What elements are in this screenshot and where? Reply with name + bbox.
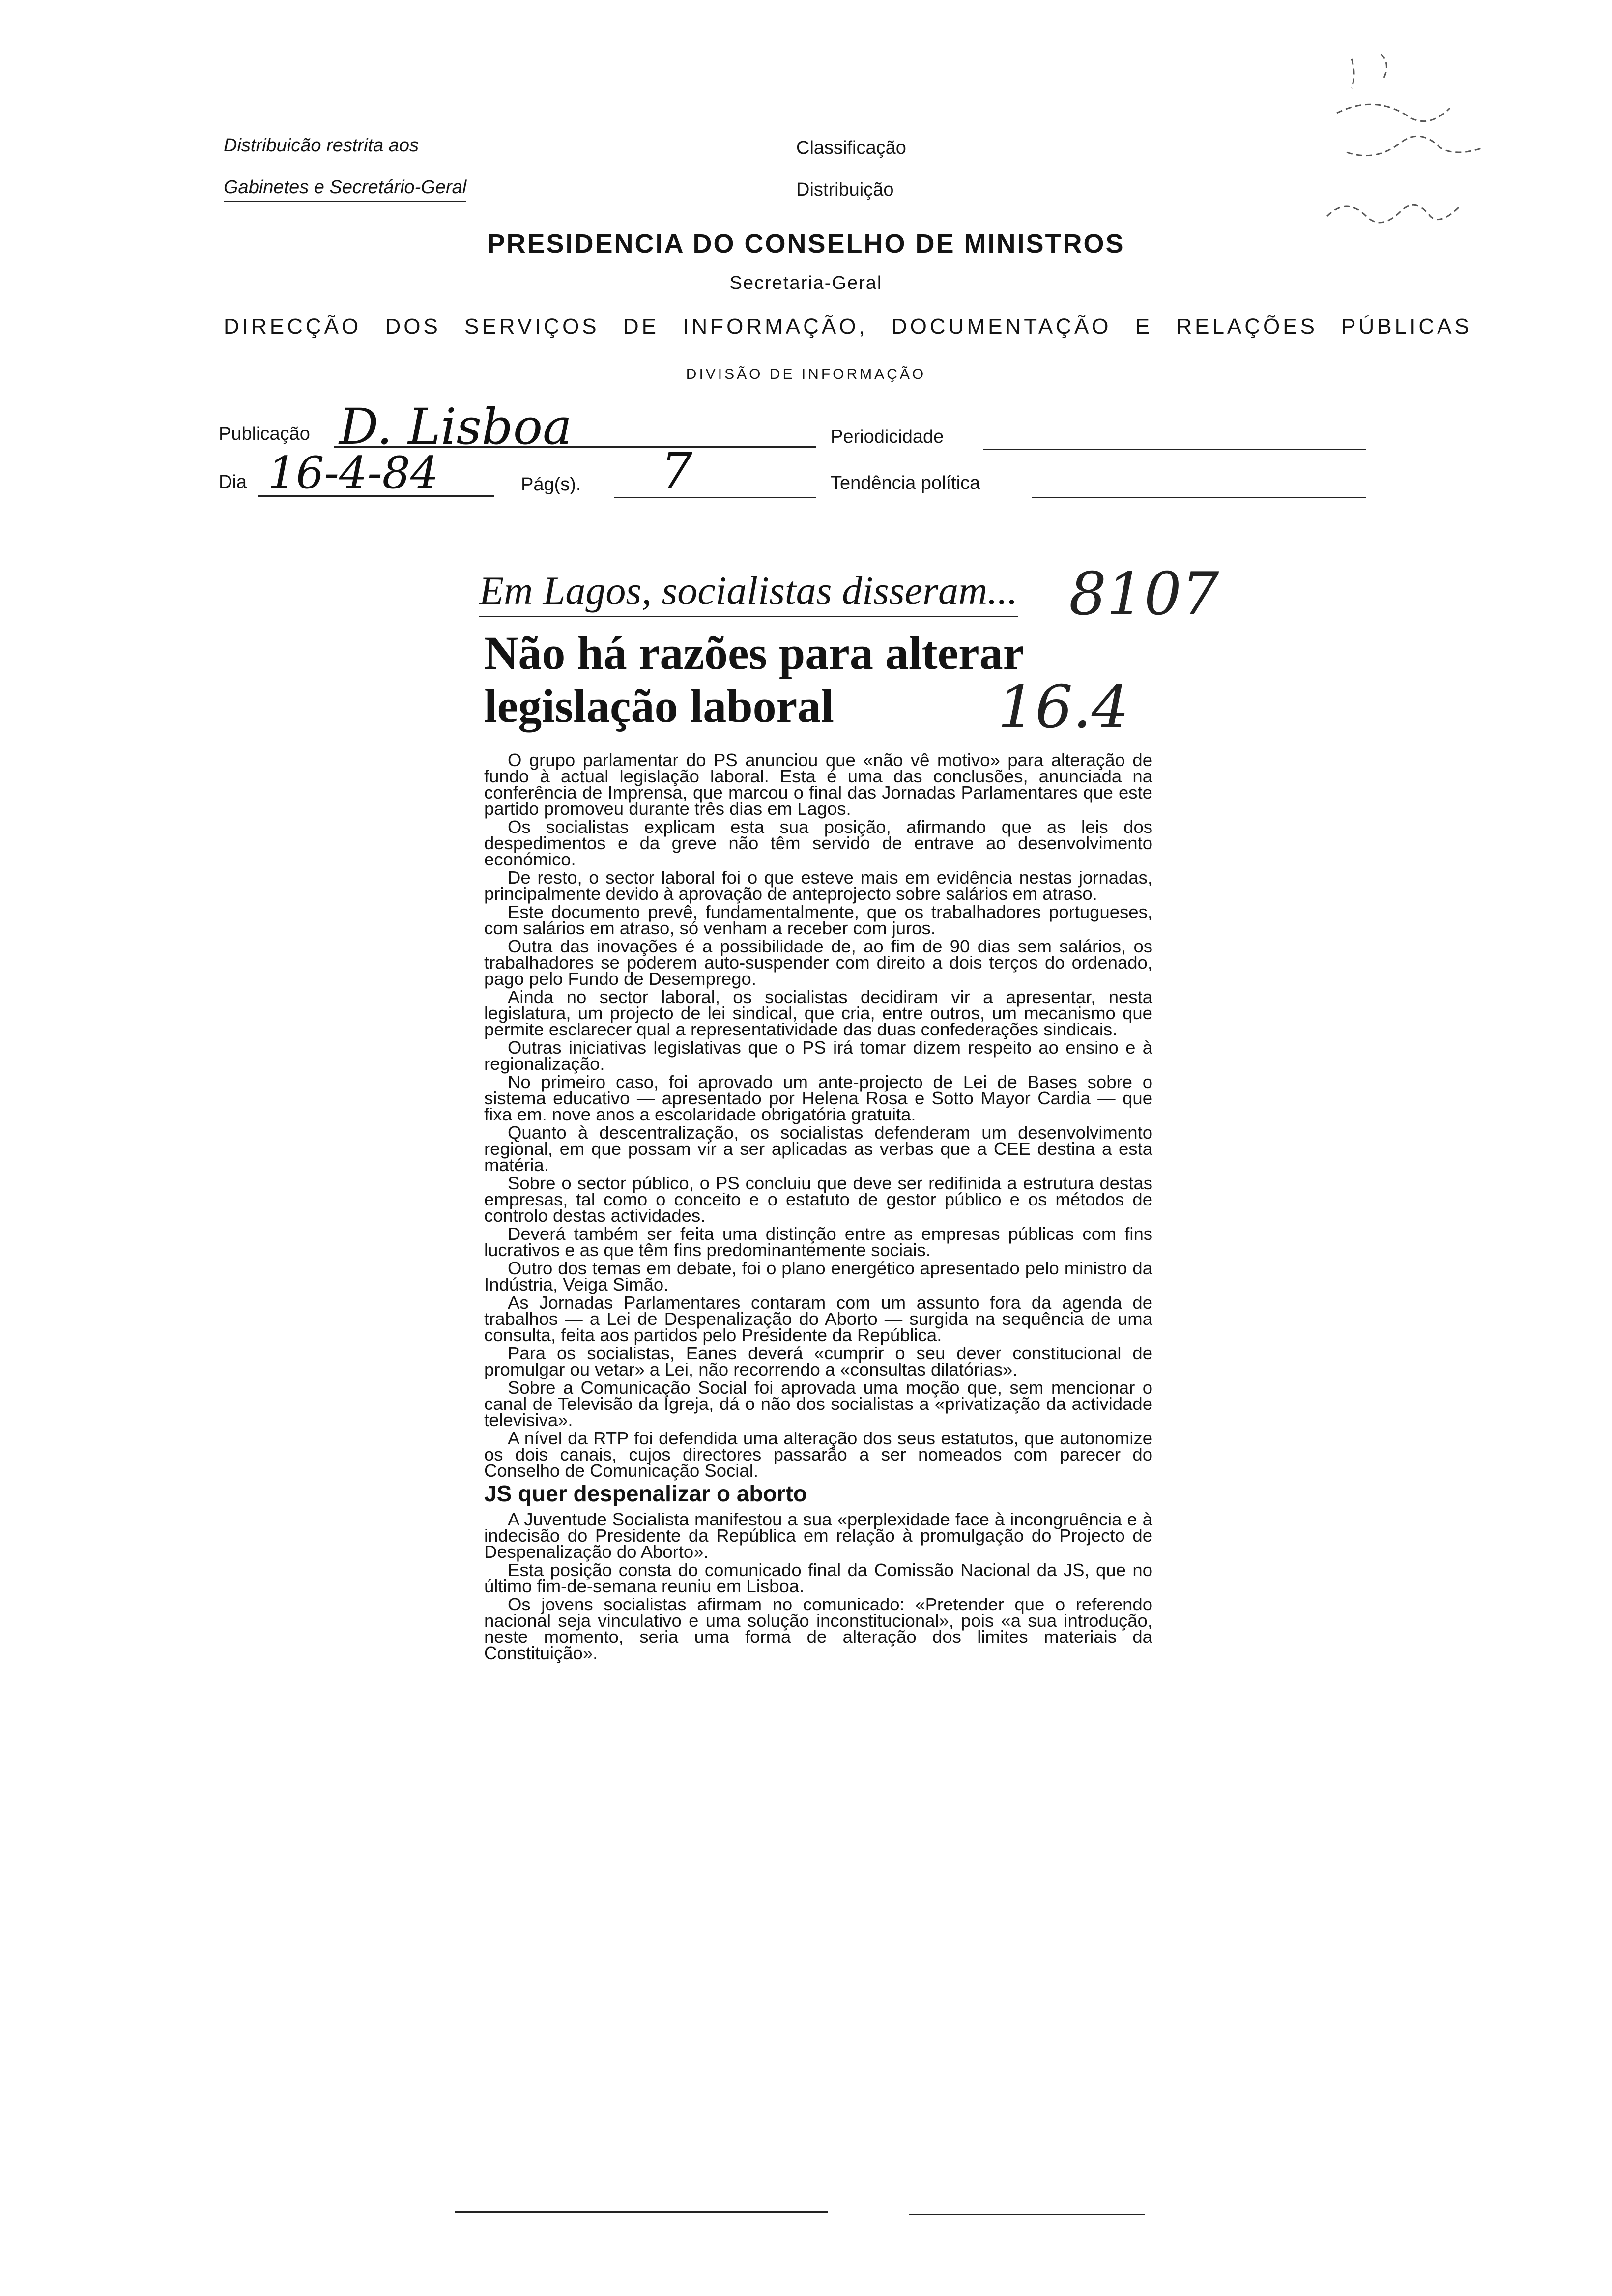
- dia-label: Dia: [219, 472, 247, 492]
- tendencia-line: [1032, 495, 1366, 498]
- paragraph: Outro dos temas em debate, foi o plano energético apresentado pelo ministro da Indústria, Veiga Simão.: [484, 1258, 1152, 1294]
- paragraph: Ainda no sector laboral, os socialistas decidiram vir a apresentar, nesta legislatura, um projecto de lei sindical, que cria, entre outros, um mecanismo que permite esclarecer qual a representatividade das duas confederações sindicais.: [484, 987, 1152, 1039]
- tendencia-label: Tendência política: [831, 473, 980, 493]
- presidency-title: PRESIDENCIA DO CONSELHO DE MINISTROS: [487, 229, 1125, 258]
- paragraph: O grupo parlamentar do PS anunciou que «não vê motivo» para alteração de fundo à actual legislação laboral. Esta é uma das conclusões, anunciada na conferência de Imprensa, que marcou o final das Jornadas Parlamentares que este partido promoveu durante três dias em Lagos.: [484, 750, 1152, 819]
- paragraph: Sobre o sector público, o PS concluiu que deve ser redifinida a estrutura destas empresas, tal como o conceito e o estatuto de gestor público e os métodos de controlo destas actividades.: [484, 1173, 1152, 1226]
- paragraph: Outras iniciativas legislativas que o PS irá tomar dizem respeito ao ensino e à regionalização.: [484, 1037, 1152, 1074]
- paragraph: Os jovens socialistas afirmam no comunicado: «Pretender que o referendo nacional seja vinculativo e uma solução inconstitucional», pois «a sua introdução, neste momento, seria uma forma de alteração dos limites materiais da Constituição».: [484, 1594, 1152, 1663]
- paragraph: Esta posição consta do comunicado final da Comissão Nacional da JS, que no último fim-de-semana reuniu em Lisboa.: [484, 1560, 1152, 1596]
- publicacao-value: D. Lisboa: [339, 398, 572, 456]
- pags-value: 7: [661, 442, 692, 500]
- paragraph: A Juventude Socialista manifestou a sua «perplexidade face à incongruência e à indecisão do Presidente da República em relação à promulgação do Projecto de Despenalização do Aborto».: [484, 1509, 1152, 1562]
- distribution-line-1: Distribuicão restrita aos: [224, 135, 419, 156]
- paragraph: A nível da RTP foi defendida uma alteração dos seus estatutos, que autonomize os dois canais, cujos directores passarão a ser nomeados com parecer do Conselho de Comunicação Social.: [484, 1428, 1152, 1481]
- reference-number: 8107: [1069, 560, 1219, 629]
- classificacao-label: Classificação: [796, 138, 906, 158]
- article-body: [484, 752, 1152, 1663]
- pags-label: Pág(s).: [521, 474, 581, 495]
- secretaria-subtitle: Secretaria-Geral: [729, 273, 883, 293]
- paragraph: As Jornadas Parlamentares contaram com um assunto fora da agenda de trabalhos — a Lei de Despenalização do Aborto — surgida na sequência de uma consulta, feita aos partidos pelo Presidente da República.: [484, 1292, 1152, 1345]
- footer-rule-right: [909, 2214, 1145, 2215]
- dia-value: 16-4-84: [268, 447, 439, 499]
- pags-line: [614, 495, 816, 498]
- reference-date: 16.4: [998, 673, 1129, 742]
- article-headline: Não há razões para alterar legislação laboral: [484, 627, 1023, 732]
- paragraph: Outra das inovações é a possibilidade de, ao fim de 90 dias sem salários, os trabalhadores se poderem auto-suspender com direito a dois terços do ordenado, pago pelo Fundo de Desemprego.: [484, 936, 1152, 989]
- footer-rule-left: [455, 2211, 828, 2213]
- paragraph: Este documento prevê, fundamentalmente, que os trabalhadores portugueses, com salários em atraso, só venham a receber com juros.: [484, 902, 1152, 938]
- publicacao-label: Publicação: [219, 424, 310, 444]
- distribuicao-label: Distribuição: [796, 179, 894, 200]
- paragraph: De resto, o sector laboral foi o que esteve mais em evidência nestas jornadas, principalmente devido à aprovação de anteprojecto sobre salários em atraso.: [484, 867, 1152, 904]
- article-subhead: JS quer despenalizar o aborto: [484, 1481, 807, 1506]
- direccao-title: DIRECÇÃO DOS SERVIÇOS DE INFORMAÇÃO, DOCUMENTAÇÃO E RELAÇÕES PÚBLICAS: [224, 315, 1472, 339]
- paragraph: Para os socialistas, Eanes deverá «cumprir o seu dever constitucional de promulgar ou vetar» a Lei, não recorrendo a «consultas dilatórias».: [484, 1343, 1152, 1379]
- paragraph: Sobre a Comunicação Social foi aprovada uma moção que, sem mencionar o canal de Televisão da Igreja, dá o não dos socialistas a «privatização da actividade televisiva».: [484, 1378, 1152, 1430]
- paragraph: Quanto à descentralização, os socialistas defenderam um desenvolvimento regional, em que possam vir a ser aplicadas as verbas que a CEE destina a esta matéria.: [484, 1122, 1152, 1175]
- periodicidade-line: [983, 447, 1366, 450]
- paragraph: No primeiro caso, foi aprovado um ante-projecto de Lei de Bases sobre o sistema educativo — apresentado por Helena Rosa e Sotto Mayor Cardia — que fixa em. nove anos a escolaridade obrigatória gratuita.: [484, 1072, 1152, 1124]
- paragraph: Os socialistas explicam esta sua posição, afirmando que as leis dos despedimentos e da greve não têm servido de entrave ao desenvolvimento económico.: [484, 817, 1152, 869]
- periodicidade-label: Periodicidade: [831, 427, 944, 447]
- divisao-title: DIVISÃO DE INFORMAÇÃO: [686, 366, 926, 382]
- article-kicker: Em Lagos, socialistas disseram...: [479, 568, 1018, 617]
- distribution-line-2: Gabinetes e Secretário-Geral: [224, 177, 466, 202]
- paragraph: Deverá também ser feita uma distinção entre as empresas públicas com fins lucrativos e as que têm fins predominantemente sociais.: [484, 1224, 1152, 1260]
- handwritten-scribble-icon: [1317, 39, 1533, 246]
